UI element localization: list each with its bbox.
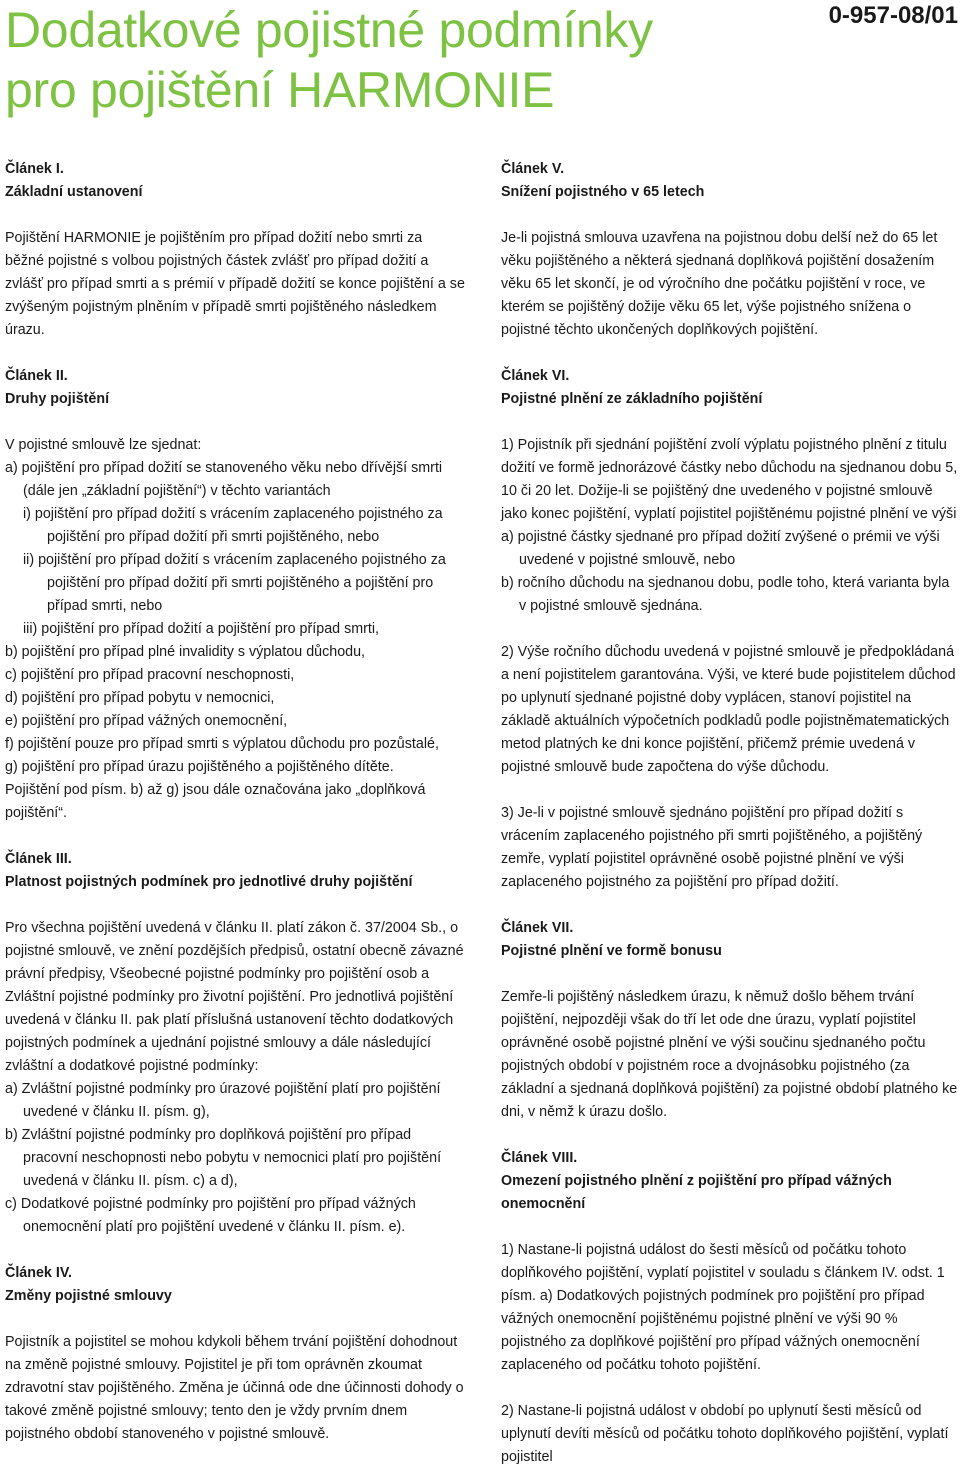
article-2-intro: V pojistné smlouvě lze sjednat: [5,437,202,453]
article-4-title: Změny pojistné smlouvy [5,1288,172,1304]
article-6-point-1: 1) Pojistník při sjednání pojištění zvolí výplatu pojistného plnění z titulu dožití ve formě jednorázové částky nebo důchodu na sjednanou dobu 5, 10 či 20 let. Dožije-li se pojištěný dne uvedeného v pojistné smlouvě jako konec pojištění, vyplatí pojistitel pojištěnému pojistné plnění ve výši [501,437,958,522]
article-4-number: Článek IV. [5,1265,73,1281]
article-6-number: Článek VI. [501,368,570,384]
article-2-item-d: d) pojištění pro případ pobytu v nemocnici, [5,690,275,706]
article-2-item-a: a) pojištění pro případ dožití se stanoveného věku nebo dřívější smrti (dále jen „základní pojištění“) v těchto variantách [5,460,443,499]
article-6-point-3: 3) Je-li v pojistné smlouvě sjednáno pojištění pro případ dožití s vrácením zaplaceného pojistného při smrti pojištěného, a pojištěný zemře, vyplatí pojistitel oprávněné osobě pojistné plnění ve výši zaplaceného pojistného za pojištění pro případ dožití. [501,805,923,890]
article-2-item-f: f) pojištění pouze pro případ smrti s výplatou důchodu pro pozůstalé, [5,736,439,752]
document-code: 0-957-08/01 [828,2,958,29]
article-6-point-2: 2) Výše ročního důchodu uvedená v pojistné smlouvě je předpokládaná a není pojistitelem garantována. Výši, ve které bude pojistitelem důchod po uplynutí sjednané pojistné doby vyplácen, stanoví pojistitel na základě aktuálních výpočetních podkladů podle pojistněmatematických metod platných ke dni konce pojištění, přičemž prémie uvedená v pojistné smlouvě bude započtena do výše důchodu. [501,644,956,775]
article-3-item-a: a) Zvláštní pojistné podmínky pro úrazové pojištění platí pro pojištění uvedené v článku II. písm. g), [5,1081,441,1120]
article-3-item-b: b) Zvláštní pojistné podmínky pro doplňková pojištění pro případ pracovní neschopnosti nebo pobytu v nemocnici platí pro pojištění uvedená v článku II. písm. c) a d), [5,1127,442,1189]
article-2-item-c: c) pojištění pro případ pracovní neschopnosti, [5,667,295,683]
article-7-title: Pojistné plnění ve formě bonusu [501,943,722,959]
article-5-text: Je-li pojistná smlouva uzavřena na pojistnou dobu delší než do 65 let věku pojištěného a některá sjednaná doplňková pojištění dosažením věku 65 let skončí, je od výročního dne počátku pojištění v roce, ve kterém se pojištěný dožije věku 65 let, výše pojistného snížena o pojistné těchto ukončených doplňkových pojištění. [501,230,938,338]
article-1-title: Základní ustanovení [5,184,143,200]
article-2-title: Druhy pojištění [5,391,110,407]
article-8-number: Článek VIII. [501,1150,578,1166]
article-8-title: Omezení pojistného plnění z pojištění pro případ vážných onemocnění [501,1173,892,1212]
article-2-item-a-ii: ii) pojištění pro případ dožití s vrácením zaplaceného pojistného za pojištění pro případ dožití při smrti pojištěného a pojištění pro případ smrti, nebo [23,552,446,614]
article-8-point-2: 2) Nastane-li pojistná událost v období po uplynutí šesti měsíců od uplynutí devíti měsíců od počátku tohoto doplňkového pojištění, vyplatí pojistitel [501,1403,949,1465]
article-3-text: Pro všechna pojištění uvedená v článku II. platí zákon č. 37/2004 Sb., o pojistné smlouvě, ve znění pozdějších předpisů, ostatní obecně závazné právní předpisy, Všeobecné pojistné podmínky pro pojištění osob a Zvláštní pojistné podmínky pro životní pojištění. Pro jednotlivá pojištění uvedená v článku II. pak platí příslušná ustanovení těchto dodatkových pojistných podmínek a ujednání pojistné smlouvy a dále následující zvláštní a dodatkové pojistné podmínky: [5,920,464,1074]
article-6-point-1-b: b) ročního důchodu na sjednanou dobu, podle toho, která varianta byla v pojistné smlouvě sjednána. [501,575,950,614]
article-3-title: Platnost pojistných podmínek pro jednotlivé druhy pojištění [5,874,413,890]
article-3-number: Článek III. [5,851,72,867]
article-2-item-b: b) pojištění pro případ plné invalidity s výplatou důchodu, [5,644,366,660]
article-6-title: Pojistné plnění ze základního pojištění [501,391,763,407]
left-column [5,158,465,1446]
document-title [5,0,653,120]
article-6-point-1-a: a) pojistné částky sjednané pro případ dožití zvýšené o prémii ve výši uvedené v pojistné smlouvě, nebo [501,529,940,568]
article-2-number: Článek II. [5,368,68,384]
article-2-item-a-iii: iii) pojištění pro případ dožití a pojištění pro případ smrti, [23,621,380,637]
article-7-text: Zemře-li pojištěný následkem úrazu, k němuž došlo během trvání pojištění, nejpozději však do tří let ode dne úrazu, vyplatí pojistitel oprávněné osobě pojistné plnění ve výši součinu sjednaného počtu pojistných období v pojistném roce a dvojnásobku pojistného (za základní a sjednaná doplňková pojištění) za pojistné období platného ke dni, v němž k úrazu došlo. [501,989,958,1120]
article-8-point-1: 1) Nastane-li pojistná událost do šesti měsíců od počátku tohoto doplňkového pojištění, vyplatí pojistitel v souladu s článkem IV. odst. 1 písm. a) Dodatkových pojistných podmínek pro pojištění pro případ vážných onemocnění pojištěnému pojistné plnění ve výši 90 % pojistného za doplňkové pojištění pro případ vážných onemocnění zaplaceného od počátku tohoto pojištění. [501,1242,945,1373]
article-2-item-g: g) pojištění pro případ úrazu pojištěného a pojištěného dítěte. [5,759,394,775]
article-2-item-a-i: i) pojištění pro případ dožití s vrácením zaplaceného pojistného za pojištění pro případ dožití při smrti pojištěného, nebo [23,506,443,545]
article-4-text: Pojistník a pojistitel se mohou kdykoli během trvání pojištění dohodnout na změně pojistné smlouvy. Pojistitel je při tom oprávněn zkoumat zdravotní stav pojištěného. Změna je účinná ode dne účinnosti dohody o takové změně pojistné smlouvy; tento den je vždy prvním dnem pojistného období stanoveného v pojistné smlouvě. [5,1334,464,1442]
title-line-1: Dodatkové pojistné podmínky [5,2,653,58]
article-7-number: Článek VII. [501,920,574,936]
article-1-number: Článek I. [5,161,64,177]
article-5-number: Článek V. [501,161,565,177]
article-1-text: Pojištění HARMONIE je pojištěním pro případ dožití nebo smrti za běžné pojistné s volbou pojistných částek zvlášť pro případ dožití a zvlášť pro případ smrti a s prémií v případě dožití se konce pojištění a se zvýšeným pojistným plněním v případě smrti pojištěného následkem úrazu. [5,230,465,338]
title-line-2: pro pojištění HARMONIE [5,62,555,118]
article-2-item-e: e) pojištění pro případ vážných onemocnění, [5,713,288,729]
article-3-item-c: c) Dodatkové pojistné podmínky pro pojištění pro případ vážných onemocnění platí pro pojištění uvedené v článku II. písm. e). [5,1196,416,1235]
article-2-note: Pojištění pod písm. b) až g) jsou dále označována jako „doplňková pojištění“. [5,782,426,821]
article-5-title: Snížení pojistného v 65 letech [501,184,705,200]
right-column [501,158,959,1469]
